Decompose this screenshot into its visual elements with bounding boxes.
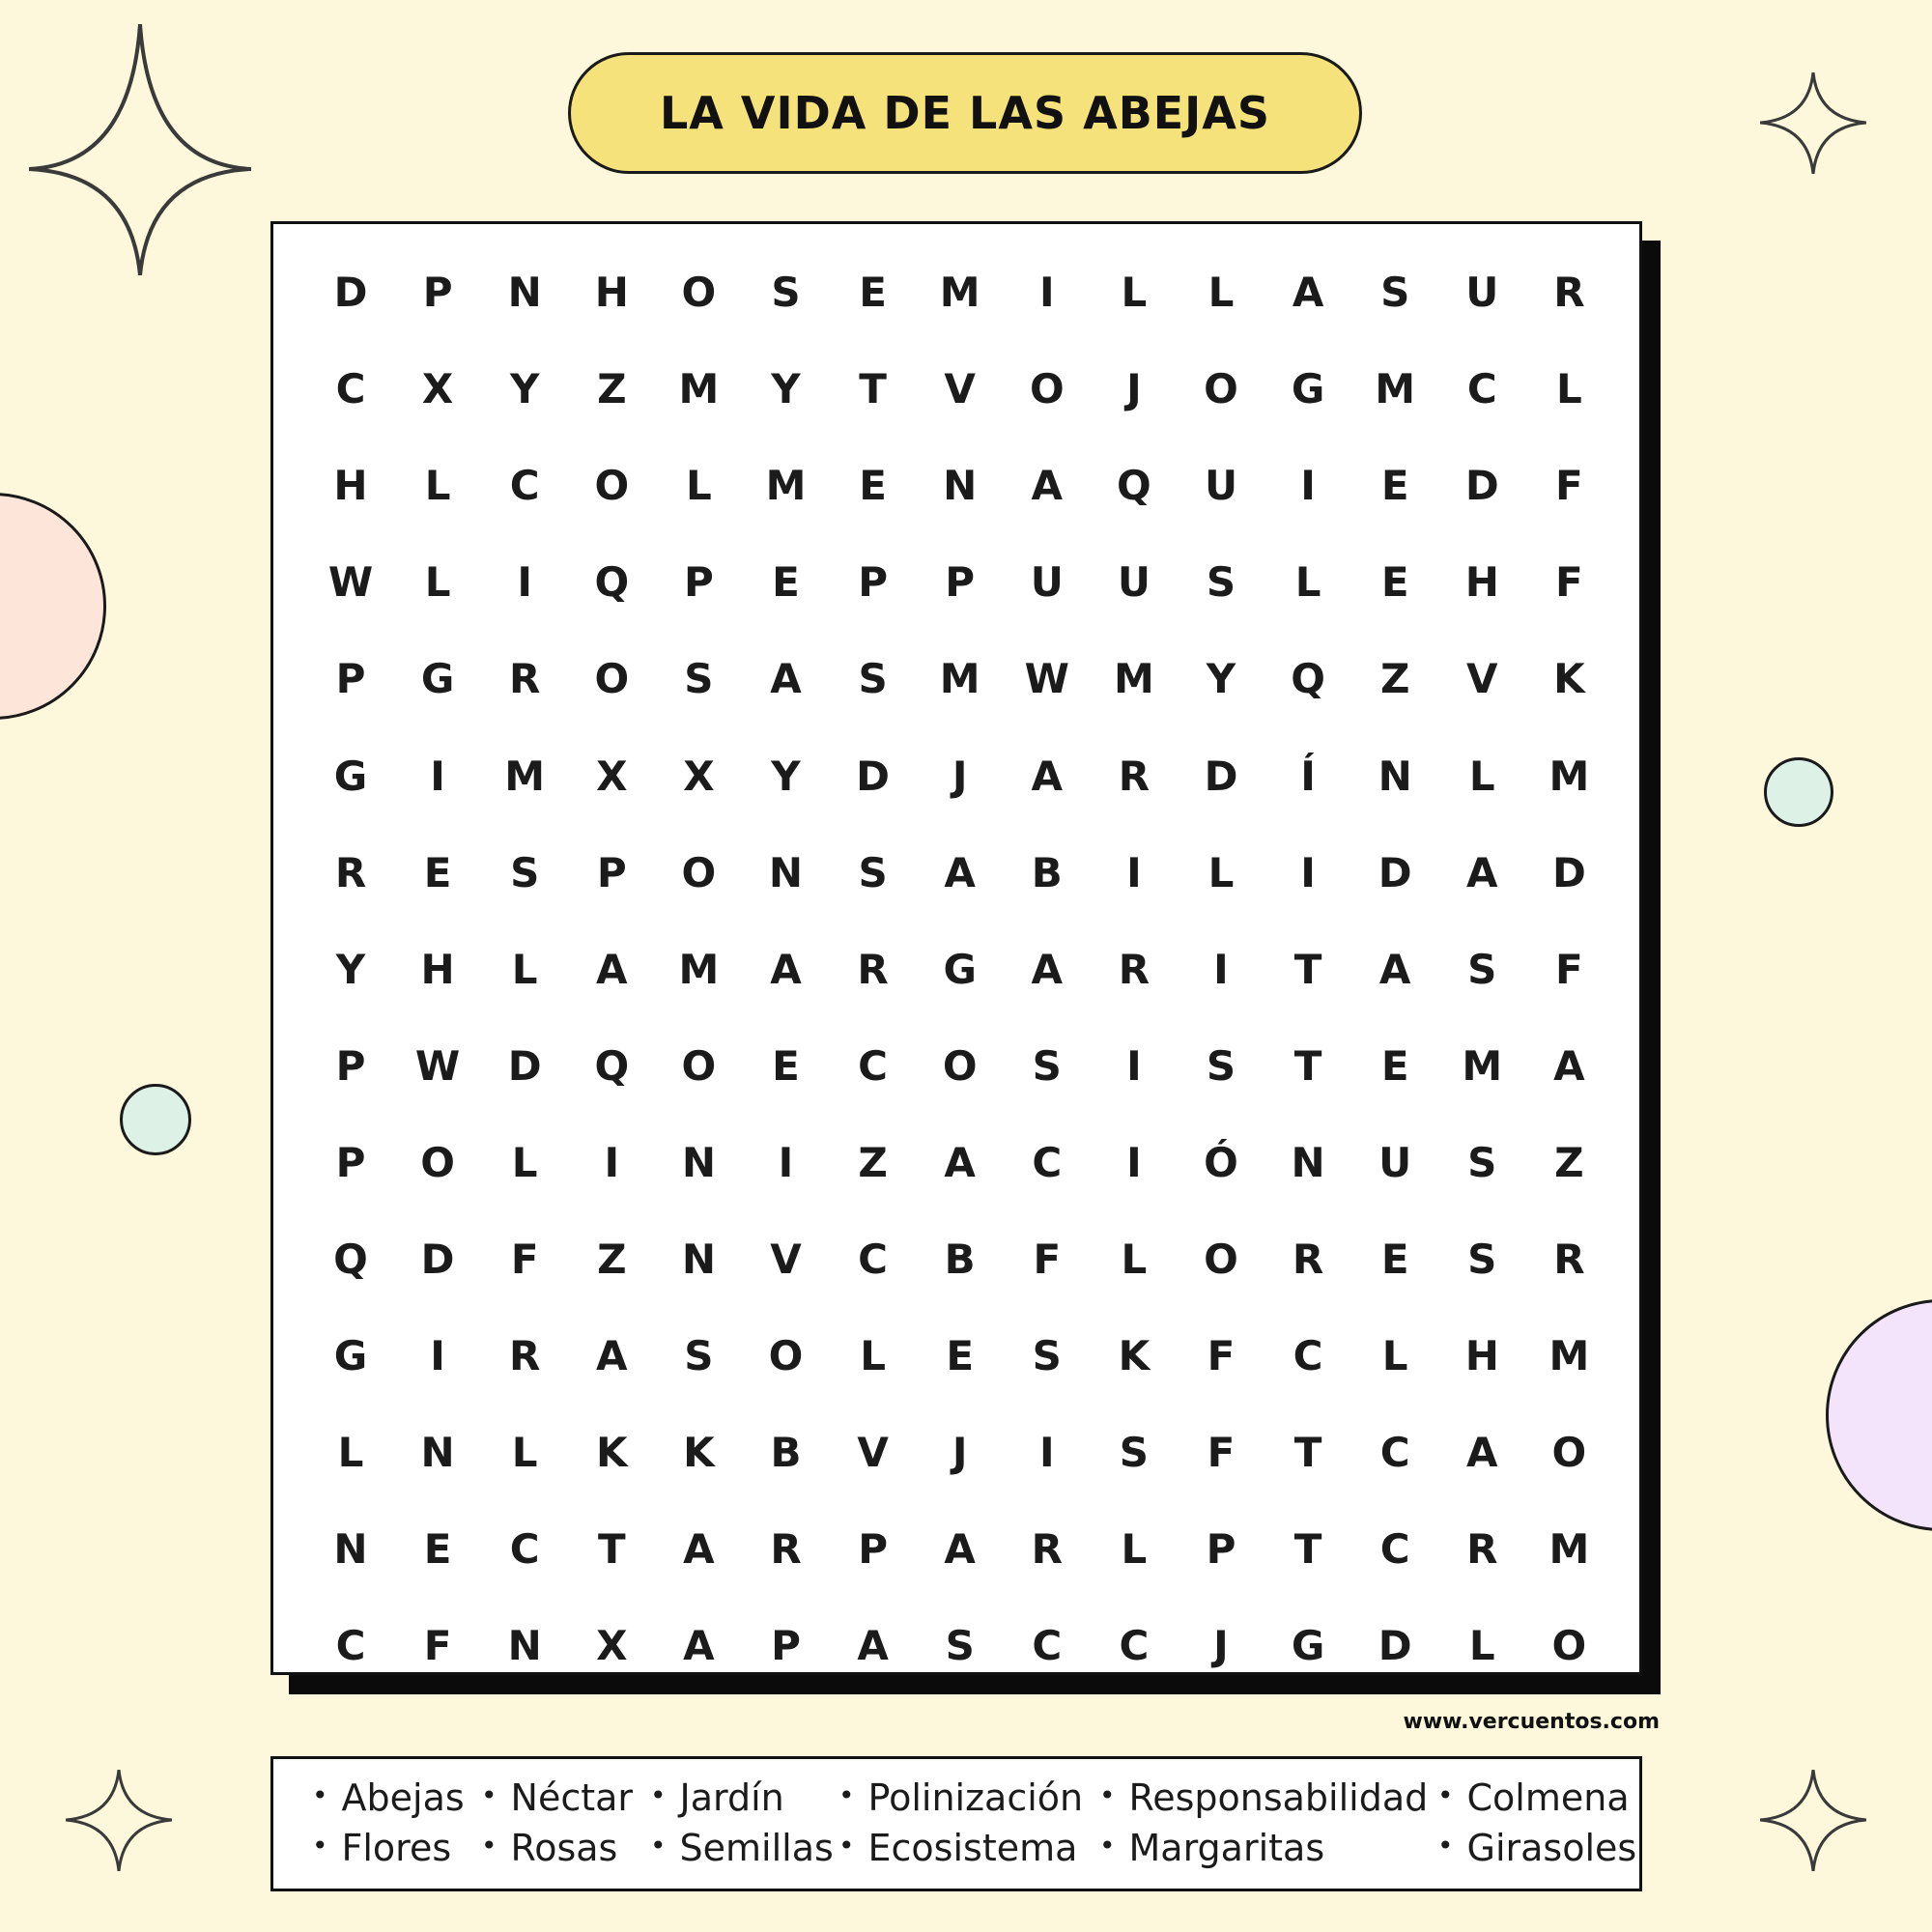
grid-letter[interactable]: N xyxy=(681,1138,716,1186)
grid-letter[interactable]: Ó xyxy=(1204,1138,1238,1186)
grid-letter[interactable]: E xyxy=(1380,1041,1409,1090)
grid-letter[interactable]: L xyxy=(1208,269,1235,316)
grid-letter[interactable]: G xyxy=(420,655,455,703)
grid-letter[interactable]: R xyxy=(1118,752,1151,800)
grid-letter[interactable]: L xyxy=(337,1429,364,1477)
grid-letter[interactable]: J xyxy=(1213,1622,1229,1670)
grid-letter[interactable]: L xyxy=(686,462,712,510)
grid-letter[interactable]: A xyxy=(1378,945,1411,993)
grid-letter[interactable]: K xyxy=(596,1429,628,1477)
grid-letter[interactable]: G xyxy=(333,752,368,800)
grid-letter[interactable]: B xyxy=(944,1236,976,1283)
grid-letter[interactable]: P xyxy=(335,1138,366,1186)
grid-letter[interactable]: C xyxy=(858,1041,888,1090)
word-list-item xyxy=(1437,1776,1630,1819)
bullet-icon: • xyxy=(312,1830,328,1861)
grid-letter[interactable]: T xyxy=(1293,1041,1322,1090)
grid-letter[interactable]: O xyxy=(1204,1236,1238,1283)
grid-letter[interactable]: O xyxy=(1551,1622,1587,1670)
grid-letter[interactable]: C xyxy=(1379,1525,1410,1574)
grid-letter[interactable]: A xyxy=(857,1622,889,1670)
grid-letter[interactable]: Y xyxy=(771,752,801,800)
grid-letter[interactable]: O xyxy=(1551,1429,1587,1477)
grid-letter[interactable]: C xyxy=(1032,1138,1063,1186)
grid-letter[interactable]: Z xyxy=(858,1138,888,1186)
grid-letter[interactable]: F xyxy=(1555,558,1583,607)
grid-letter[interactable]: S xyxy=(858,848,888,896)
grid-letter[interactable]: S xyxy=(1380,269,1410,316)
word-label: Rosas xyxy=(510,1827,618,1869)
grid-letter[interactable]: L xyxy=(1294,558,1321,607)
word-list-item xyxy=(650,1776,784,1819)
website-credit: www.vercuentos.com xyxy=(1403,1710,1660,1734)
grid-letter[interactable]: E xyxy=(772,558,800,607)
grid-letter[interactable]: V xyxy=(770,1236,802,1283)
grid-letter[interactable]: S xyxy=(510,848,540,896)
grid-letter[interactable]: V xyxy=(1466,655,1498,703)
grid-letter[interactable]: K xyxy=(1553,655,1585,703)
grid-letter[interactable]: N xyxy=(1378,752,1412,800)
grid-letter[interactable]: M xyxy=(1113,655,1154,703)
grid-letter[interactable]: B xyxy=(1031,848,1063,896)
grid-letter[interactable]: R xyxy=(1031,1525,1063,1574)
word-list-item xyxy=(312,1776,465,1819)
grid-letter[interactable]: J xyxy=(1126,365,1142,413)
bullet-icon: • xyxy=(312,1779,328,1811)
bullet-icon: • xyxy=(838,1830,855,1861)
grid-letter[interactable]: L xyxy=(511,945,538,993)
grid-letter[interactable]: N xyxy=(507,269,542,316)
grid-letter[interactable]: S xyxy=(1206,558,1236,607)
sparkle-icon xyxy=(1760,1770,1866,1871)
grid-letter[interactable]: E xyxy=(859,269,887,316)
grid-letter[interactable]: R xyxy=(1118,945,1151,993)
grid-letter[interactable]: A xyxy=(596,945,628,993)
word-list-item xyxy=(481,1827,617,1869)
grid-letter[interactable]: L xyxy=(1121,1236,1148,1283)
grid-letter[interactable]: L xyxy=(511,1138,538,1186)
grid-letter[interactable]: L xyxy=(1121,1525,1148,1574)
grid-letter[interactable]: E xyxy=(946,1332,975,1380)
word-list-item xyxy=(312,1827,451,1869)
grid-letter[interactable]: S xyxy=(1032,1332,1062,1380)
grid-letter[interactable]: F xyxy=(423,1622,452,1670)
grid-letter[interactable]: Z xyxy=(1554,1138,1584,1186)
grid-letter[interactable]: G xyxy=(1291,365,1325,413)
grid-letter[interactable]: A xyxy=(683,1525,715,1574)
grid-letter[interactable]: E xyxy=(859,462,887,510)
grid-letter[interactable]: M xyxy=(1548,1525,1590,1574)
grid-letter[interactable]: O xyxy=(681,848,717,896)
word-list-item xyxy=(1437,1827,1636,1869)
grid-letter[interactable]: J xyxy=(952,752,968,800)
grid-letter[interactable]: D xyxy=(1378,848,1412,896)
grid-letter[interactable]: E xyxy=(423,1525,452,1574)
grid-letter[interactable]: R xyxy=(1553,269,1585,316)
word-list-item xyxy=(838,1776,1083,1819)
grid-letter[interactable]: C xyxy=(1032,1622,1063,1670)
grid-letter[interactable]: K xyxy=(683,1429,715,1477)
grid-letter[interactable]: Q xyxy=(594,558,630,607)
decorative-circle-peach xyxy=(0,493,106,720)
grid-letter[interactable]: M xyxy=(1548,1332,1590,1380)
grid-letter[interactable]: K xyxy=(1118,1332,1151,1380)
grid-letter[interactable]: R xyxy=(509,655,541,703)
grid-letter[interactable]: A xyxy=(1031,462,1064,510)
grid-letter[interactable]: L xyxy=(1381,1332,1408,1380)
grid-letter[interactable]: I xyxy=(1126,1138,1142,1186)
grid-letter[interactable]: P xyxy=(596,848,627,896)
grid-letter[interactable]: O xyxy=(1204,365,1238,413)
bullet-icon: • xyxy=(838,1779,855,1811)
bullet-icon: • xyxy=(1099,1779,1116,1811)
grid-letter[interactable]: E xyxy=(1380,558,1409,607)
grid-letter[interactable]: Y xyxy=(335,945,366,993)
grid-letter[interactable]: O xyxy=(681,269,717,316)
grid-letter[interactable]: A xyxy=(1292,269,1324,316)
grid-letter[interactable]: C xyxy=(1466,365,1497,413)
grid-letter[interactable]: D xyxy=(1464,462,1499,510)
grid-letter[interactable]: S xyxy=(858,655,888,703)
grid-letter[interactable]: Y xyxy=(509,365,540,413)
grid-letter[interactable]: L xyxy=(1556,365,1582,413)
grid-letter[interactable]: H xyxy=(1464,558,1499,607)
grid-letter[interactable]: S xyxy=(684,1332,714,1380)
grid-letter[interactable]: M xyxy=(1375,365,1416,413)
grid-letter[interactable]: F xyxy=(1207,1429,1236,1477)
grid-letter[interactable]: E xyxy=(423,848,452,896)
grid-letter[interactable]: T xyxy=(1293,1525,1322,1574)
grid-letter[interactable]: I xyxy=(1213,945,1229,993)
grid-letter[interactable]: J xyxy=(952,1429,968,1477)
grid-letter[interactable]: L xyxy=(1468,1622,1495,1670)
grid-letter[interactable]: A xyxy=(944,848,976,896)
grid-letter[interactable]: F xyxy=(1555,945,1583,993)
grid-letter[interactable]: L xyxy=(511,1429,538,1477)
grid-letter[interactable]: A xyxy=(683,1622,715,1670)
grid-letter[interactable]: P xyxy=(945,558,976,607)
grid-letter[interactable]: P xyxy=(335,655,366,703)
grid-letter[interactable]: O xyxy=(420,1138,455,1186)
grid-letter[interactable]: Q xyxy=(1117,462,1151,510)
grid-letter[interactable]: A xyxy=(1466,848,1498,896)
grid-letter[interactable]: R xyxy=(1553,1236,1585,1283)
grid-letter[interactable]: N xyxy=(943,462,978,510)
grid-letter[interactable]: H xyxy=(420,945,455,993)
grid-letter[interactable]: U xyxy=(1378,1138,1412,1186)
grid-letter[interactable]: Z xyxy=(597,365,627,413)
sparkle-icon xyxy=(1760,72,1866,174)
word-list-item xyxy=(838,1827,1077,1869)
bullet-icon: • xyxy=(481,1830,497,1861)
grid-letter[interactable]: C xyxy=(335,365,366,413)
word-label: Semillas xyxy=(679,1827,834,1869)
grid-letter[interactable]: A xyxy=(596,1332,628,1380)
grid-letter[interactable]: C xyxy=(509,1525,540,1574)
grid-letter[interactable]: C xyxy=(1293,1332,1323,1380)
grid-letter[interactable]: D xyxy=(856,752,891,800)
sparkle-icon xyxy=(29,24,251,275)
grid-letter[interactable]: I xyxy=(430,1332,445,1380)
grid-letter[interactable]: A xyxy=(944,1138,976,1186)
grid-letter[interactable]: Q xyxy=(1291,655,1325,703)
grid-letter[interactable]: V xyxy=(944,365,976,413)
grid-letter[interactable]: G xyxy=(943,945,977,993)
grid-letter[interactable]: Z xyxy=(1379,655,1410,703)
grid-letter[interactable]: P xyxy=(683,558,714,607)
grid-letter[interactable]: L xyxy=(1468,752,1495,800)
grid-letter[interactable]: D xyxy=(1378,1622,1412,1670)
grid-letter[interactable]: C xyxy=(1379,1429,1410,1477)
word-list-item xyxy=(1099,1776,1428,1819)
word-label: Jardín xyxy=(679,1776,784,1819)
grid-letter[interactable]: R xyxy=(1466,1525,1498,1574)
grid-letter[interactable]: A xyxy=(944,1525,976,1574)
grid-letter[interactable]: S xyxy=(1206,1041,1236,1090)
bullet-icon: • xyxy=(650,1779,667,1811)
grid-letter[interactable]: R xyxy=(857,945,889,993)
grid-letter[interactable]: N xyxy=(507,1622,542,1670)
grid-letter[interactable]: S xyxy=(945,1622,975,1670)
grid-letter[interactable]: N xyxy=(768,848,804,896)
grid-letter[interactable]: T xyxy=(859,365,887,413)
bullet-icon: • xyxy=(1437,1830,1454,1861)
grid-letter[interactable]: U xyxy=(1465,269,1499,316)
grid-letter[interactable]: T xyxy=(1293,945,1322,993)
grid-letter[interactable]: D xyxy=(1204,752,1238,800)
grid-letter[interactable]: C xyxy=(858,1236,888,1283)
grid-letter[interactable]: L xyxy=(1121,269,1148,316)
grid-letter[interactable]: L xyxy=(860,1332,886,1380)
grid-letter[interactable]: E xyxy=(1380,462,1409,510)
page-title: LA VIDA DE LAS ABEJAS xyxy=(659,87,1271,139)
word-label: Polinización xyxy=(867,1776,1084,1819)
grid-letter[interactable]: M xyxy=(939,269,980,316)
grid-letter[interactable]: S xyxy=(771,269,801,316)
grid-letter[interactable]: Q xyxy=(594,1041,630,1090)
grid-letter[interactable]: C xyxy=(509,462,540,510)
grid-letter[interactable]: F xyxy=(1555,462,1583,510)
grid-letter[interactable]: X xyxy=(421,365,454,413)
grid-letter[interactable]: Z xyxy=(597,1236,627,1283)
grid-letter[interactable]: S xyxy=(684,655,714,703)
grid-letter[interactable]: W xyxy=(1024,655,1069,703)
grid-letter[interactable]: R xyxy=(1292,1236,1324,1283)
grid-letter[interactable]: P xyxy=(422,269,453,316)
bullet-icon: • xyxy=(650,1830,667,1861)
grid-letter[interactable]: I xyxy=(430,752,445,800)
grid-letter[interactable]: U xyxy=(1117,558,1151,607)
word-list-item xyxy=(1099,1827,1324,1869)
grid-letter[interactable]: A xyxy=(1553,1041,1585,1090)
word-search-grid xyxy=(270,221,1642,1675)
grid-letter[interactable]: P xyxy=(858,558,888,607)
grid-letter[interactable]: I xyxy=(517,558,532,607)
grid-letter[interactable]: M xyxy=(504,752,546,800)
grid-letter[interactable]: S xyxy=(1467,1138,1497,1186)
grid-letter[interactable]: I xyxy=(778,1138,794,1186)
grid-letter[interactable]: I xyxy=(1126,848,1142,896)
grid-letter[interactable]: O xyxy=(681,1041,717,1090)
grid-letter[interactable]: B xyxy=(770,1429,802,1477)
grid-letter[interactable]: P xyxy=(335,1041,366,1090)
grid-letter[interactable]: A xyxy=(1031,752,1064,800)
grid-letter[interactable]: G xyxy=(333,1332,368,1380)
word-label: Girasoles xyxy=(1466,1827,1637,1869)
grid-letter[interactable]: O xyxy=(594,655,630,703)
grid-letter[interactable]: P xyxy=(771,1622,801,1670)
bullet-icon: • xyxy=(1437,1779,1454,1811)
grid-letter[interactable]: P xyxy=(1206,1525,1236,1574)
word-label: Ecosistema xyxy=(867,1827,1078,1869)
grid-letter[interactable]: V xyxy=(857,1429,889,1477)
word-label: Margaritas xyxy=(1128,1827,1325,1869)
grid-letter[interactable]: A xyxy=(1031,945,1064,993)
grid-letter[interactable]: O xyxy=(594,462,630,510)
grid-letter[interactable]: L xyxy=(1208,848,1235,896)
grid-letter[interactable]: I xyxy=(1300,848,1316,896)
grid-letter[interactable]: R xyxy=(509,1332,541,1380)
grid-letter[interactable]: N xyxy=(1291,1138,1325,1186)
bullet-icon: • xyxy=(481,1779,497,1811)
grid-letter[interactable]: F xyxy=(1207,1332,1236,1380)
grid-letter[interactable]: X xyxy=(596,752,628,800)
grid-letter[interactable]: I xyxy=(1038,269,1055,316)
grid-letter[interactable]: A xyxy=(1466,1429,1498,1477)
grid-letter[interactable]: I xyxy=(1126,1041,1142,1090)
grid-letter[interactable]: E xyxy=(772,1041,800,1090)
word-label: Néctar xyxy=(510,1776,634,1819)
grid-letter[interactable]: T xyxy=(1293,1429,1322,1477)
grid-letter[interactable]: T xyxy=(597,1525,626,1574)
grid-letter[interactable]: M xyxy=(1548,752,1590,800)
grid-letter[interactable]: N xyxy=(681,1236,716,1283)
grid-letter[interactable]: O xyxy=(768,1332,804,1380)
grid-letter[interactable]: S xyxy=(1032,1041,1062,1090)
bullet-icon: • xyxy=(1099,1830,1116,1861)
grid-letter[interactable]: Y xyxy=(771,365,801,413)
grid-letter[interactable]: D xyxy=(420,1236,455,1283)
decorative-circle-mint xyxy=(1764,757,1833,827)
title-banner xyxy=(568,52,1362,174)
word-label: Responsabilidad xyxy=(1128,1776,1429,1819)
grid-letter[interactable]: D xyxy=(1551,848,1586,896)
grid-letter[interactable]: S xyxy=(1467,945,1497,993)
grid-letter[interactable]: M xyxy=(678,945,720,993)
grid-letter[interactable]: M xyxy=(1462,1041,1503,1090)
grid-letter[interactable]: Í xyxy=(1300,752,1316,800)
grid-letter[interactable]: W xyxy=(327,558,374,607)
grid-letter[interactable]: X xyxy=(596,1622,628,1670)
grid-letter[interactable]: A xyxy=(770,655,802,703)
word-list-item xyxy=(650,1827,834,1869)
word-label: Flores xyxy=(341,1827,452,1869)
grid-letter[interactable]: W xyxy=(414,1041,461,1090)
grid-letter[interactable]: H xyxy=(333,462,368,510)
grid-letter[interactable]: F xyxy=(1033,1236,1062,1283)
grid-letter[interactable]: D xyxy=(333,269,368,316)
grid-letter[interactable]: M xyxy=(765,462,807,510)
grid-letter[interactable]: O xyxy=(1029,365,1065,413)
grid-letter[interactable]: I xyxy=(604,1138,620,1186)
grid-letter[interactable]: H xyxy=(1464,1332,1499,1380)
grid-letter[interactable]: L xyxy=(424,558,451,607)
grid-letter[interactable]: C xyxy=(1119,1622,1150,1670)
grid-letter[interactable]: C xyxy=(335,1622,366,1670)
grid-letter[interactable]: H xyxy=(594,269,629,316)
decorative-circle-mint-small xyxy=(120,1084,191,1155)
grid-letter[interactable]: S xyxy=(1467,1236,1497,1283)
grid-letter[interactable]: N xyxy=(420,1429,455,1477)
word-label: Colmena xyxy=(1466,1776,1630,1819)
word-list xyxy=(270,1756,1642,1891)
grid-letter[interactable]: F xyxy=(510,1236,539,1283)
word-list-item xyxy=(481,1776,633,1819)
grid-letter[interactable]: U xyxy=(1030,558,1064,607)
decorative-circle-lavender xyxy=(1826,1299,1932,1531)
grid-letter[interactable]: M xyxy=(678,365,720,413)
grid-letter[interactable]: D xyxy=(507,1041,542,1090)
grid-letter[interactable]: A xyxy=(770,945,802,993)
grid-letter[interactable]: R xyxy=(334,848,367,896)
grid-letter[interactable]: I xyxy=(1300,462,1316,510)
grid-letter[interactable]: Q xyxy=(333,1236,368,1283)
grid-letter[interactable]: N xyxy=(333,1525,368,1574)
grid-letter[interactable]: E xyxy=(1380,1236,1409,1283)
grid-letter[interactable]: Y xyxy=(1206,655,1236,703)
grid-letter[interactable]: I xyxy=(1038,1429,1055,1477)
sparkle-icon xyxy=(66,1770,172,1871)
grid-letter[interactable]: L xyxy=(424,462,451,510)
grid-letter[interactable]: X xyxy=(683,752,715,800)
grid-letter[interactable]: O xyxy=(942,1041,978,1090)
grid-letter[interactable]: S xyxy=(1119,1429,1150,1477)
grid-letter[interactable]: R xyxy=(770,1525,802,1574)
grid-letter[interactable]: M xyxy=(939,655,980,703)
grid-letter[interactable]: P xyxy=(858,1525,888,1574)
grid-letter[interactable]: G xyxy=(1291,1622,1325,1670)
word-label: Abejas xyxy=(341,1776,465,1819)
grid-letter[interactable]: U xyxy=(1204,462,1238,510)
